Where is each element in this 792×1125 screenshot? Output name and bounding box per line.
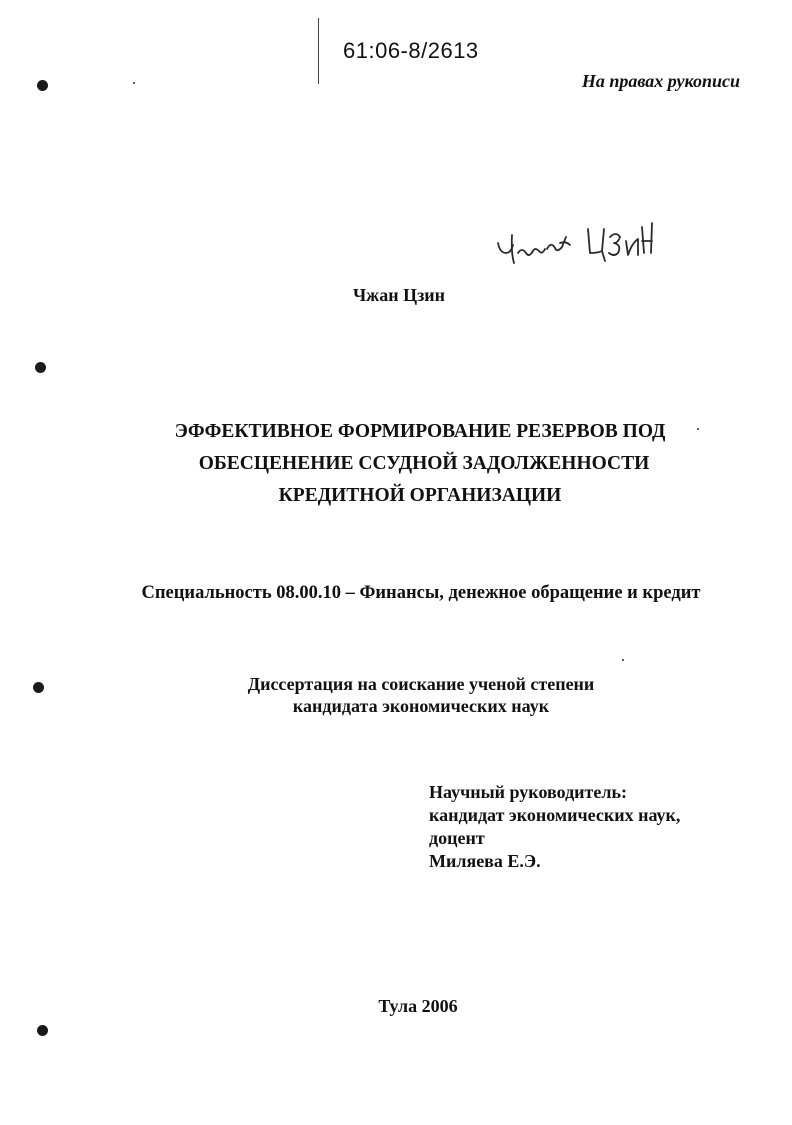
handwritten-signature xyxy=(490,205,670,275)
supervisor-name: Миляева Е.Э. xyxy=(429,851,541,871)
dissertation-title xyxy=(100,416,740,512)
punch-hole-mark xyxy=(35,362,46,373)
title-line: КРЕДИТНОЙ ОРГАНИЗАЦИИ xyxy=(278,485,562,506)
rights-notice: На правах рукописи xyxy=(581,71,740,91)
city-year: Тула 2006 xyxy=(378,996,458,1016)
supervisor-label: Научный руководитель: xyxy=(429,782,627,802)
supervisor-block xyxy=(429,781,680,873)
title-line: ОБЕСЦЕНЕНИЕ ССУДНОЙ ЗАДОЛЖЕННОСТИ xyxy=(198,453,650,474)
supervisor-rank: доцент xyxy=(429,828,485,848)
title-line: ЭФФЕКТИВНОЕ ФОРМИРОВАНИЕ РЕЗЕРВОВ ПОД xyxy=(174,421,666,442)
specialty-line: Специальность 08.00.10 – Финансы, денежное обращение и кредит xyxy=(141,583,701,603)
scan-speck xyxy=(133,82,135,84)
degree-statement xyxy=(0,673,792,717)
supervisor-degree: кандидат экономических наук, xyxy=(429,805,681,825)
degree-line: кандидата экономических наук xyxy=(292,696,550,716)
punch-hole-mark xyxy=(37,80,48,91)
catalog-number: 61:06-8/2613 xyxy=(343,38,479,63)
degree-line: Диссертация на соискание ученой степени xyxy=(247,674,595,694)
stamp-divider xyxy=(318,18,319,84)
author-name: Чжан Цзин xyxy=(352,285,446,305)
scan-speck xyxy=(622,659,624,661)
punch-hole-mark xyxy=(37,1025,48,1036)
